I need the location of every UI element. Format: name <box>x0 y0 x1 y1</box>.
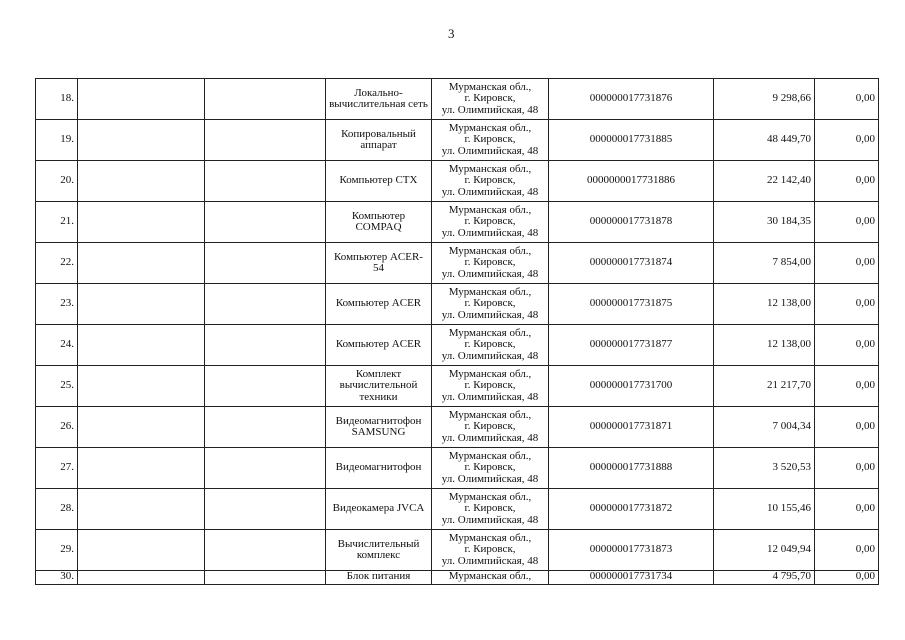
book-value: 4 795,70 <box>714 571 815 585</box>
address-line: г. Кировск, <box>464 133 516 146</box>
item-address <box>432 79 549 120</box>
address-line: г. Кировск, <box>464 297 516 310</box>
inventory-number: 000000017731876 <box>549 79 714 120</box>
inventory-number: 0000000017731886 <box>549 161 714 202</box>
item-name: Видеомагнитофон <box>326 448 432 489</box>
address-line: Мурманская обл., <box>448 203 532 216</box>
item-address <box>432 120 549 161</box>
row-number: 23. <box>36 284 78 325</box>
address-line: г. Кировск, <box>464 502 516 515</box>
address-line: г. Кировск, <box>464 338 516 351</box>
empty-cell <box>205 366 326 407</box>
item-address <box>432 366 549 407</box>
inventory-number: 000000017731877 <box>549 325 714 366</box>
address-line: Мурманская обл., <box>448 80 532 93</box>
item-address <box>432 489 549 530</box>
address-line: Мурманская обл., <box>448 408 532 421</box>
address-line: Мурманская обл., <box>448 531 532 544</box>
residual-value: 0,00 <box>815 325 879 366</box>
row-number: 30. <box>36 571 78 585</box>
residual-value: 0,00 <box>815 79 879 120</box>
empty-cell <box>78 448 205 489</box>
address-line: г. Кировск, <box>464 256 516 269</box>
page-number: 3 <box>448 26 455 41</box>
item-name: Компьютер ACER-54 <box>326 243 432 284</box>
empty-cell <box>205 448 326 489</box>
address-line: Мурманская обл., <box>448 121 532 134</box>
inventory-number: 000000017731734 <box>549 571 714 585</box>
table-row <box>36 448 879 489</box>
address-line: ул. Олимпийская, 48 <box>441 431 539 444</box>
address-line: ул. Олимпийская, 48 <box>441 103 539 116</box>
empty-cell <box>78 489 205 530</box>
table-row <box>36 161 879 202</box>
empty-cell <box>78 161 205 202</box>
empty-cell <box>205 325 326 366</box>
empty-cell <box>205 120 326 161</box>
residual-value: 0,00 <box>815 120 879 161</box>
book-value: 3 520,53 <box>714 448 815 489</box>
residual-value: 0,00 <box>815 530 879 571</box>
inventory-number: 000000017731875 <box>549 284 714 325</box>
empty-cell <box>78 120 205 161</box>
address-line: ул. Олимпийская, 48 <box>441 144 539 157</box>
address-line: ул. Олимпийская, 48 <box>441 349 539 362</box>
inventory-number: 000000017731873 <box>549 530 714 571</box>
empty-cell <box>78 530 205 571</box>
empty-cell <box>205 243 326 284</box>
address-line: г. Кировск, <box>464 543 516 556</box>
row-number: 19. <box>36 120 78 161</box>
inventory-number: 000000017731700 <box>549 366 714 407</box>
book-value: 22 142,40 <box>714 161 815 202</box>
empty-cell <box>205 79 326 120</box>
table-row <box>36 120 879 161</box>
book-value: 21 217,70 <box>714 366 815 407</box>
item-name: Копировальный аппарат <box>326 120 432 161</box>
address-line: ул. Олимпийская, 48 <box>441 472 539 485</box>
inventory-number: 000000017731878 <box>549 202 714 243</box>
empty-cell <box>78 571 205 585</box>
empty-cell <box>78 79 205 120</box>
address-line: Мурманская обл., <box>448 570 532 582</box>
empty-cell <box>78 284 205 325</box>
address-line: ул. Олимпийская, 48 <box>441 554 539 567</box>
address-line: Мурманская обл., <box>448 162 532 175</box>
residual-value: 0,00 <box>815 489 879 530</box>
book-value: 7 004,34 <box>714 407 815 448</box>
residual-value: 0,00 <box>815 366 879 407</box>
empty-cell <box>78 407 205 448</box>
item-address <box>432 448 549 489</box>
table-row <box>36 489 879 530</box>
address-line: г. Кировск, <box>464 461 516 474</box>
book-value: 12 138,00 <box>714 325 815 366</box>
item-name: Компьютер СТХ <box>326 161 432 202</box>
empty-cell <box>205 489 326 530</box>
item-name: Вычислительный комплекс <box>326 530 432 571</box>
inventory-number: 000000017731871 <box>549 407 714 448</box>
row-number: 28. <box>36 489 78 530</box>
table-row <box>36 366 879 407</box>
item-address <box>432 407 549 448</box>
property-table <box>35 78 879 585</box>
row-number: 29. <box>36 530 78 571</box>
address-line: Мурманская обл., <box>448 244 532 257</box>
table-row <box>36 243 879 284</box>
address-line: ул. Олимпийская, 48 <box>441 390 539 403</box>
row-number: 27. <box>36 448 78 489</box>
table-row <box>36 530 879 571</box>
empty-cell <box>78 325 205 366</box>
book-value: 12 049,94 <box>714 530 815 571</box>
empty-cell <box>205 284 326 325</box>
item-name: Видеокамера JVCA <box>326 489 432 530</box>
empty-cell <box>78 366 205 407</box>
item-name: Комплект вычислительной техники <box>326 366 432 407</box>
row-number: 25. <box>36 366 78 407</box>
address-line: г. Кировск, <box>464 174 516 187</box>
table-row <box>36 571 879 585</box>
item-address <box>432 202 549 243</box>
row-number: 26. <box>36 407 78 448</box>
address-line: Мурманская обл., <box>448 285 532 298</box>
table-row <box>36 79 879 120</box>
book-value: 30 184,35 <box>714 202 815 243</box>
empty-cell <box>205 407 326 448</box>
address-line: ул. Олимпийская, 48 <box>441 226 539 239</box>
item-name: Локально-вычислительная сеть <box>326 79 432 120</box>
inventory-number: 000000017731888 <box>549 448 714 489</box>
item-address <box>432 243 549 284</box>
address-line: ул. Олимпийская, 48 <box>441 267 539 280</box>
row-number: 21. <box>36 202 78 243</box>
address-line: ул. Олимпийская, 48 <box>441 308 539 321</box>
address-line: ул. Олимпийская, 48 <box>441 185 539 198</box>
item-name: Компьютер COMPAQ <box>326 202 432 243</box>
empty-cell <box>205 202 326 243</box>
address-line: ул. Олимпийская, 48 <box>441 513 539 526</box>
table-row <box>36 202 879 243</box>
item-name: Компьютер ACER <box>326 325 432 366</box>
table-row <box>36 284 879 325</box>
book-value: 9 298,66 <box>714 79 815 120</box>
item-name: Компьютер ACER <box>326 284 432 325</box>
empty-cell <box>78 243 205 284</box>
address-line: г. Кировск, <box>464 215 516 228</box>
row-number: 24. <box>36 325 78 366</box>
book-value: 48 449,70 <box>714 120 815 161</box>
table-row <box>36 325 879 366</box>
item-address <box>432 530 549 571</box>
book-value: 12 138,00 <box>714 284 815 325</box>
residual-value: 0,00 <box>815 161 879 202</box>
row-number: 20. <box>36 161 78 202</box>
residual-value: 0,00 <box>815 407 879 448</box>
address-line: Мурманская обл., <box>448 449 532 462</box>
residual-value: 0,00 <box>815 284 879 325</box>
item-name: Видеомагнитофон SAMSUNG <box>326 407 432 448</box>
empty-cell <box>205 161 326 202</box>
row-number: 22. <box>36 243 78 284</box>
inventory-number: 000000017731872 <box>549 489 714 530</box>
item-address <box>432 161 549 202</box>
residual-value: 0,00 <box>815 202 879 243</box>
item-address <box>432 325 549 366</box>
residual-value: 0,00 <box>815 571 879 585</box>
address-line: г. Кировск, <box>464 379 516 392</box>
book-value: 10 155,46 <box>714 489 815 530</box>
residual-value: 0,00 <box>815 243 879 284</box>
item-name: Блок питания <box>326 571 432 585</box>
table-row <box>36 407 879 448</box>
empty-cell <box>205 571 326 585</box>
item-address <box>432 571 549 585</box>
inventory-number: 000000017731885 <box>549 120 714 161</box>
address-line: Мурманская обл., <box>448 367 532 380</box>
book-value: 7 854,00 <box>714 243 815 284</box>
address-line: Мурманская обл., <box>448 326 532 339</box>
row-number: 18. <box>36 79 78 120</box>
inventory-number: 000000017731874 <box>549 243 714 284</box>
address-line: Мурманская обл., <box>448 490 532 503</box>
empty-cell <box>78 202 205 243</box>
address-line: г. Кировск, <box>464 420 516 433</box>
item-address <box>432 284 549 325</box>
residual-value: 0,00 <box>815 448 879 489</box>
empty-cell <box>205 530 326 571</box>
address-line: г. Кировск, <box>464 92 516 105</box>
